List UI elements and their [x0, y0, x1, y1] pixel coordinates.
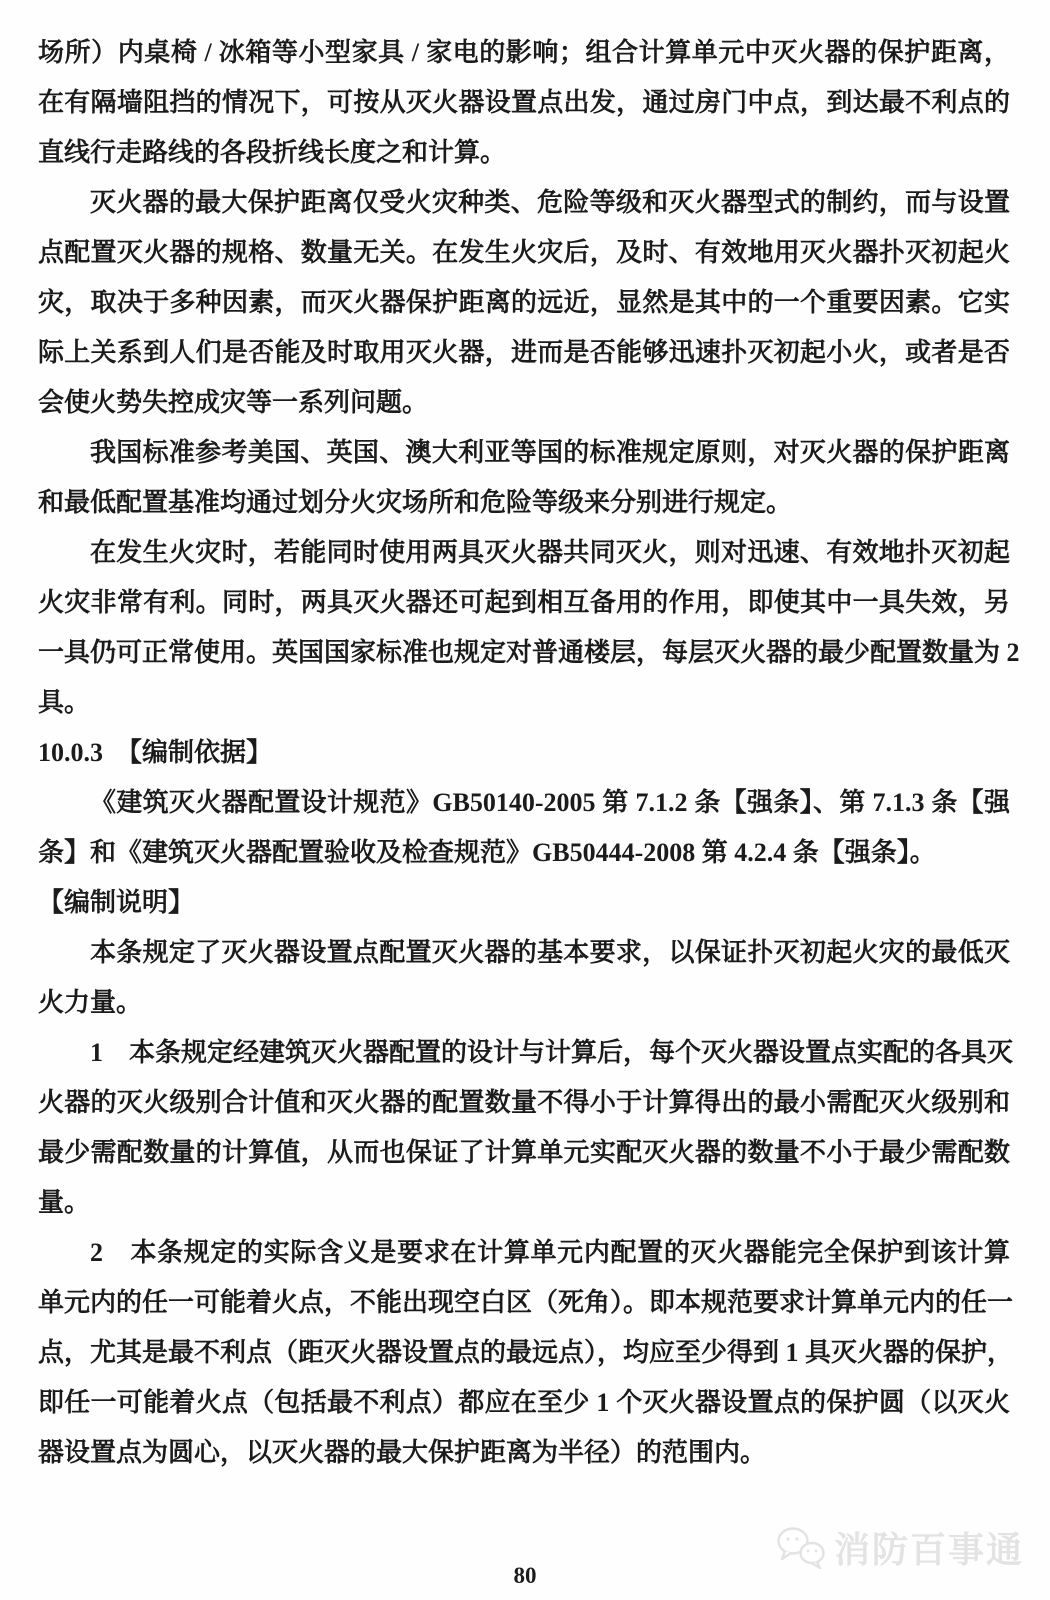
- body-line: 一具仍可正常使用。英国国家标准也规定对普通楼层，每层灭火器的最少配置数量为 2: [38, 638, 1020, 667]
- body-line: 灭火器的最大保护距离仅受火灾种类、危险等级和灭火器型式的制约，而与设置: [90, 188, 1010, 217]
- watermark-text: 消防百事通: [833, 1530, 1024, 1570]
- page-number: 80: [513, 1563, 537, 1588]
- body-line: 在发生火灾时，若能同时使用两具灭火器共同灭火，则对迅速、有效地扑灭初起: [90, 538, 1010, 567]
- body-line: 单元内的任一可能着火点，不能出现空白区（死角）。即本规范要求计算单元内的任一: [38, 1288, 1014, 1317]
- document-body: [38, 28, 1020, 1478]
- body-line: 火器的灭火级别合计值和灭火器的配置数量不得小于计算得出的最小需配灭火级别和: [38, 1088, 1010, 1117]
- body-line: 直线行走路线的各段折线长度之和计算。: [38, 138, 507, 167]
- body-line: 点配置灭火器的规格、数量无关。在发生火灾后，及时、有效地用灭火器扑灭初起火: [38, 238, 1010, 267]
- body-line: 《建筑灭火器配置设计规范》GB50140-2005 第 7.1.2 条【强条】、第 7.1.3 条【强: [90, 788, 1010, 817]
- body-line: 本条规定了灭火器设置点配置灭火器的基本要求，以保证扑灭初起火灾的最低灭: [90, 938, 1010, 967]
- body-line: 即任一可能着火点（包括最不利点）都应在至少 1 个灭火器设置点的保护圆（以灭火: [38, 1388, 1010, 1417]
- body-line: 场所）内桌椅 / 冰箱等小型家具 / 家电的影响；组合计算单元中灭火器的保护距离，: [38, 38, 1010, 67]
- body-line: 器设置点为圆心，以灭火器的最大保护距离为半径）的范围内。: [38, 1438, 767, 1467]
- body-line: 在有隔墙阻挡的情况下，可按从灭火器设置点出发，通过房门中点，到达最不利点的: [38, 88, 1010, 117]
- body-line: 会使火势失控成灾等一系列问题。: [38, 388, 429, 417]
- body-line: 和最低配置基准均通过划分火灾场所和危险等级来分别进行规定。: [38, 488, 793, 517]
- section-heading-explanation: 【编制说明】: [38, 888, 195, 917]
- section-heading-10-0-3: 10.0.3 【编制依据】: [38, 738, 273, 767]
- body-line: 火灾非常有利。同时，两具灭火器还可起到相互备用的作用，即使其中一具失效，另: [38, 588, 1010, 617]
- body-line: 火力量。: [38, 988, 143, 1017]
- body-line: 点，尤其是最不利点（距灭火器设置点的最远点），均应至少得到 1 具灭火器的保护，: [38, 1338, 1014, 1367]
- body-line: 具。: [38, 688, 91, 717]
- body-line: 际上关系到人们是否能及时取用灭火器，进而是否能够迅速扑灭初起小火，或者是否: [38, 338, 1010, 367]
- body-line: 条】和《建筑灭火器配置验收及检查规范》GB50444-2008 第 4.2.4 条【强条】。: [38, 838, 936, 867]
- body-line: 量。: [38, 1188, 91, 1217]
- body-line: 最少需配数量的计算值，从而也保证了计算单元实配灭火器的数量不小于最少需配数: [38, 1138, 1010, 1167]
- body-line: 1 本条规定经建筑灭火器配置的设计与计算后，每个灭火器设置点实配的各具灭: [90, 1038, 1014, 1067]
- body-line: 2 本条规定的实际含义是要求在计算单元内配置的灭火器能完全保护到该计算: [90, 1238, 1010, 1267]
- body-line: 灾，取决于多种因素，而灭火器保护距离的远近，显然是其中的一个重要因素。它实: [38, 288, 1010, 317]
- body-line: 我国标准参考美国、英国、澳大利亚等国的标准规定原则，对灭火器的保护距离: [90, 438, 1010, 467]
